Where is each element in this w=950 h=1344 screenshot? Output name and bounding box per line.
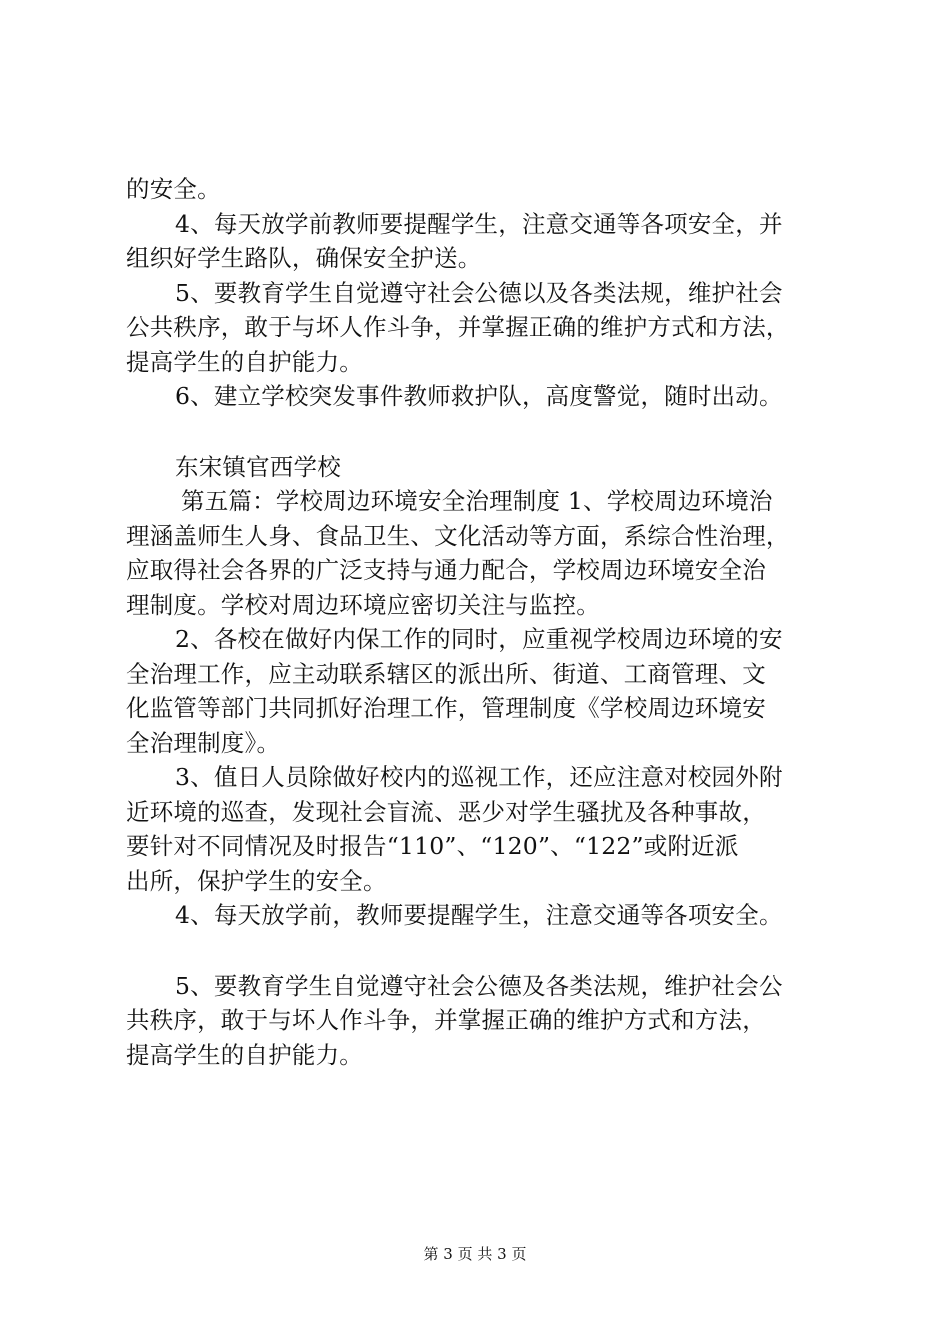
text-line: 理制度。学校对周边环境应密切关注与监控。 (126, 590, 600, 619)
text-line: 理涵盖师生人身、食品卫生、文化活动等方面，系综合性治理， (126, 521, 790, 550)
text-line: 6、建立学校突发事件教师救护队，高度警觉，随时出动。 (175, 382, 783, 410)
text-line: 全治理工作，应主动联系辖区的派出所、街道、工商管理、文 (126, 659, 766, 688)
text-line: 全治理制度》。 (126, 728, 281, 757)
text-line: 4、每天放学前，教师要提醒学生，注意交通等各项安全。 (175, 901, 783, 929)
text-line: 5、要教育学生自觉遵守社会公德及各类法规，维护社会公 (175, 971, 783, 1000)
text-line: 2、各校在做好内保工作的同时，应重视学校周边环境的安 (175, 625, 783, 653)
text-line: 4、每天放学前教师要提醒学生，注意交通等各项安全，并 (175, 209, 783, 238)
paragraph-spacer (126, 414, 836, 450)
section-heading-line: 第五篇：学校周边环境安全治理制度 1、学校周边环境治 (181, 487, 773, 515)
text-line: 提高学生的自护能力。 (126, 1040, 363, 1069)
page-number-footer: 第 3 页 共 3 页 (423, 1245, 527, 1263)
text-line: 出所，保护学生的安全。 (126, 866, 387, 895)
document-body (126, 172, 836, 1072)
text-line: 近环境的巡查，发现社会盲流、恶少对学生骚扰及各种事故， (126, 797, 766, 826)
text-line: 3、值日人员除做好校内的巡视工作，还应注意对校园外附 (175, 763, 783, 791)
text-line: 公共秩序，敢于与坏人作斗争，并掌握正确的维护方式和方法， (126, 313, 790, 341)
text-line: 应取得社会各界的广泛支持与通力配合，学校周边环境安全治 (126, 556, 766, 584)
text-line: 要针对不同情况及时报告“110”、“120”、“122”或附近派 (126, 832, 739, 860)
text-line: 化监管等部门共同抓好治理工作，管理制度《学校周边环境安 (126, 694, 766, 722)
text-line: 组织好学生路队，确保安全护送。 (126, 244, 482, 272)
school-signature: 东宋镇官西学校 (175, 452, 341, 481)
text-line: 的安全。 (126, 175, 221, 203)
paragraph-spacer (126, 933, 836, 969)
text-line: 5、要教育学生自觉遵守社会公德以及各类法规，维护社会 (175, 278, 783, 307)
text-line: 共秩序，敢于与坏人作斗争，并掌握正确的维护方式和方法， (126, 1006, 766, 1034)
text-line: 提高学生的自护能力。 (126, 347, 363, 376)
